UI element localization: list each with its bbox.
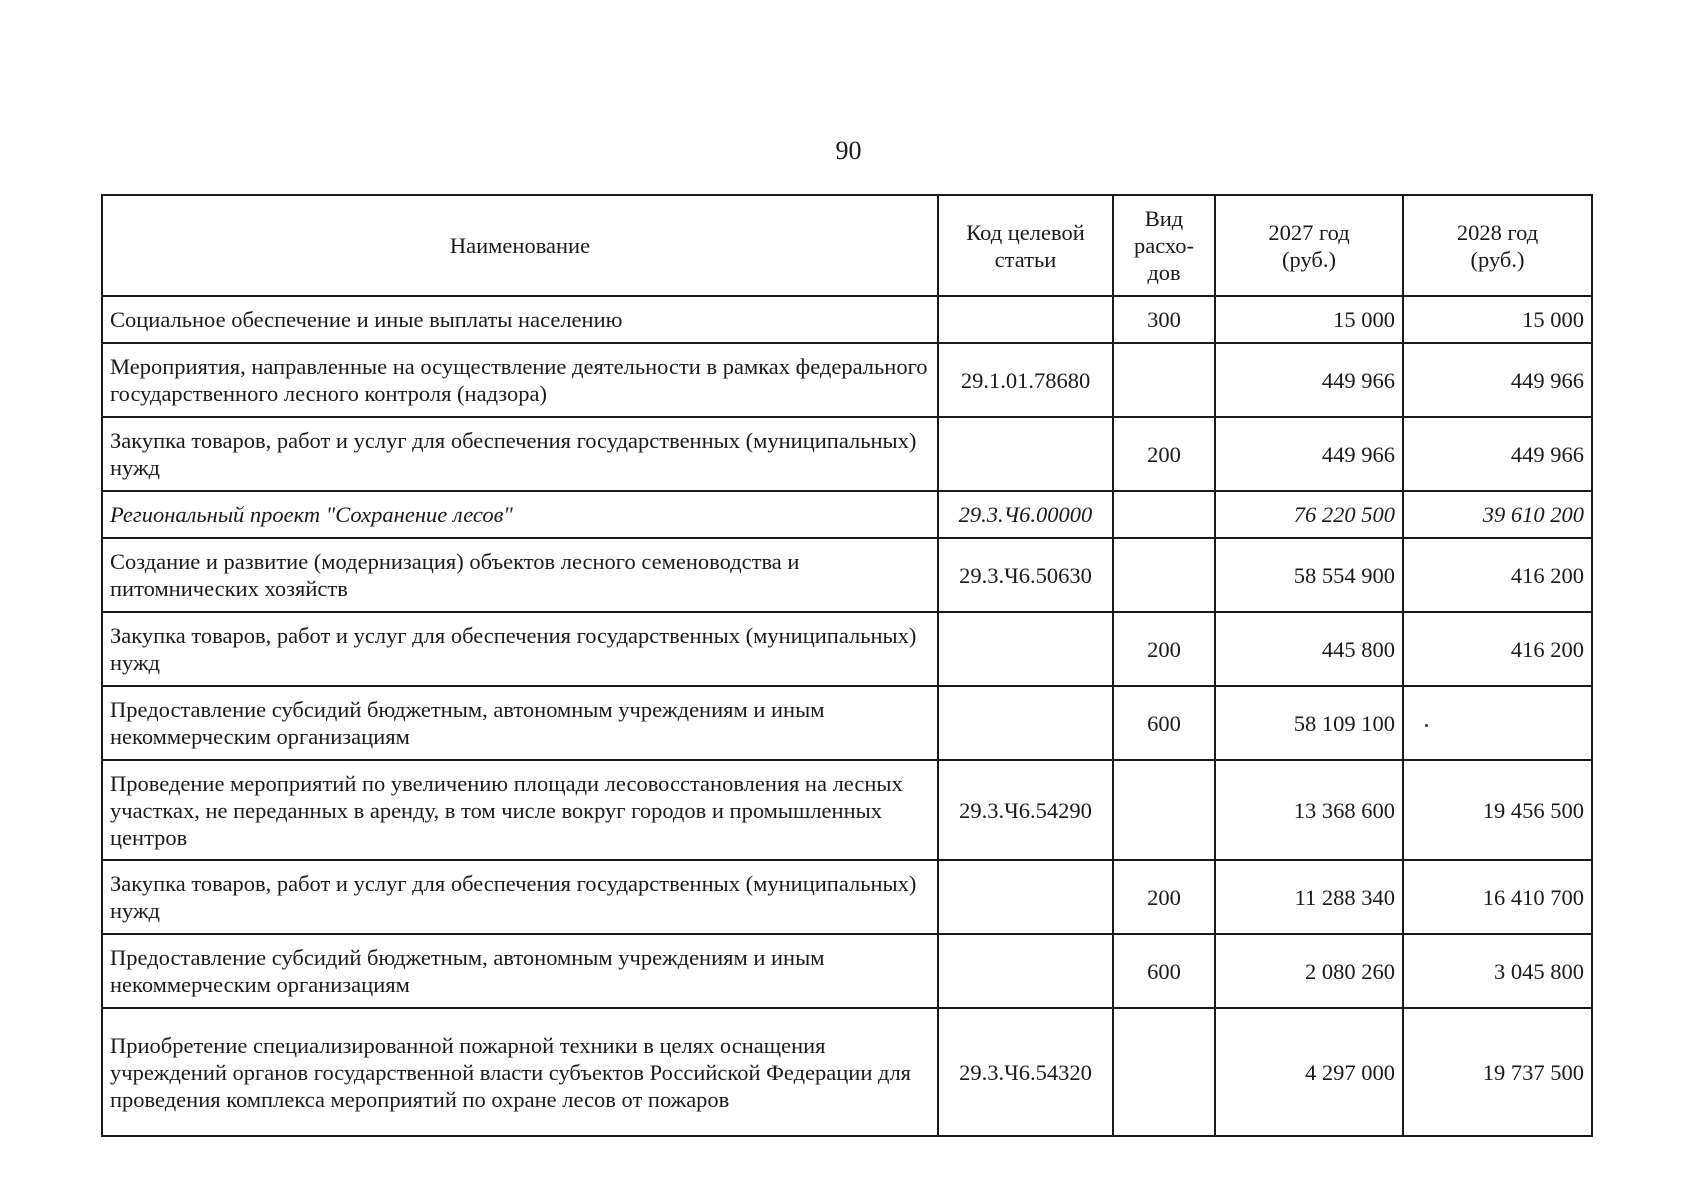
row-name: Закупка товаров, работ и услуг для обеспечения государственных (муниципальных) нужд bbox=[102, 417, 938, 491]
row-2028: 416 200 bbox=[1403, 612, 1592, 686]
table-row bbox=[102, 538, 1592, 612]
table-row bbox=[102, 934, 1592, 1008]
row-type: 600 bbox=[1113, 934, 1215, 1008]
row-code bbox=[938, 686, 1113, 760]
budget-table bbox=[101, 194, 1593, 1137]
row-2028: 16 410 700 bbox=[1403, 860, 1592, 934]
row-2027: 15 000 bbox=[1215, 296, 1403, 343]
row-code bbox=[938, 612, 1113, 686]
row-2027: 13 368 600 bbox=[1215, 760, 1403, 860]
row-type: 200 bbox=[1113, 612, 1215, 686]
row-name: Предоставление субсидий бюджетным, автономным учреждениям и иным некоммерческим организациям bbox=[102, 934, 938, 1008]
row-code bbox=[938, 417, 1113, 491]
table-row bbox=[102, 1008, 1592, 1136]
table-row bbox=[102, 612, 1592, 686]
row-code: 29.3.Ч6.00000 bbox=[938, 491, 1113, 538]
row-2027: 11 288 340 bbox=[1215, 860, 1403, 934]
row-name: Приобретение специализированной пожарной техники в целях оснащения учреждений органов государственной власти субъектов Российской Федерации для проведения комплекса мероприятий по охране лесов от пожаров bbox=[102, 1008, 938, 1136]
row-type bbox=[1113, 343, 1215, 417]
row-2027: 2 080 260 bbox=[1215, 934, 1403, 1008]
row-2027: 4 297 000 bbox=[1215, 1008, 1403, 1136]
row-2028: 449 966 bbox=[1403, 417, 1592, 491]
row-type: 600 bbox=[1113, 686, 1215, 760]
table-row bbox=[102, 760, 1592, 860]
stray-dot-mark bbox=[1425, 724, 1428, 727]
row-type bbox=[1113, 760, 1215, 860]
row-2028 bbox=[1403, 686, 1592, 760]
header-name: Наименование bbox=[102, 195, 938, 296]
row-2027: 58 554 900 bbox=[1215, 538, 1403, 612]
row-code bbox=[938, 296, 1113, 343]
row-name: Проведение мероприятий по увеличению площади лесовосстановления на лесных участках, не переданных в аренду, в том числе вокруг городов и промышленных центров bbox=[102, 760, 938, 860]
table-row bbox=[102, 686, 1592, 760]
table-header-row bbox=[102, 195, 1592, 296]
row-code bbox=[938, 860, 1113, 934]
row-name: Региональный проект "Сохранение лесов" bbox=[102, 491, 938, 538]
row-code: 29.3.Ч6.54320 bbox=[938, 1008, 1113, 1136]
row-2028: 39 610 200 bbox=[1403, 491, 1592, 538]
row-code bbox=[938, 934, 1113, 1008]
header-2027: 2027 год (руб.) bbox=[1215, 195, 1403, 296]
row-type bbox=[1113, 491, 1215, 538]
row-type bbox=[1113, 1008, 1215, 1136]
row-name: Закупка товаров, работ и услуг для обеспечения государственных (муниципальных) нужд bbox=[102, 612, 938, 686]
row-2028: 3 045 800 bbox=[1403, 934, 1592, 1008]
page-number: 90 bbox=[835, 136, 862, 165]
row-2027: 449 966 bbox=[1215, 417, 1403, 491]
table-row bbox=[102, 417, 1592, 491]
header-type: Вид расхо- дов bbox=[1113, 195, 1215, 296]
row-name: Предоставление субсидий бюджетным, автономным учреждениям и иным некоммерческим организациям bbox=[102, 686, 938, 760]
row-type: 300 bbox=[1113, 296, 1215, 343]
header-2028: 2028 год (руб.) bbox=[1403, 195, 1592, 296]
table-row bbox=[102, 296, 1592, 343]
row-2028: 19 737 500 bbox=[1403, 1008, 1592, 1136]
header-code: Код целевой статьи bbox=[938, 195, 1113, 296]
row-2027: 449 966 bbox=[1215, 343, 1403, 417]
row-code: 29.3.Ч6.54290 bbox=[938, 760, 1113, 860]
table-row bbox=[102, 860, 1592, 934]
table-row-project bbox=[102, 491, 1592, 538]
row-2028: 19 456 500 bbox=[1403, 760, 1592, 860]
row-2027: 445 800 bbox=[1215, 612, 1403, 686]
row-name: Мероприятия, направленные на осуществление деятельности в рамках федерального государственного лесного контроля (надзора) bbox=[102, 343, 938, 417]
row-2028: 449 966 bbox=[1403, 343, 1592, 417]
row-type bbox=[1113, 538, 1215, 612]
table-row bbox=[102, 343, 1592, 417]
row-code: 29.1.01.78680 bbox=[938, 343, 1113, 417]
row-2028: 15 000 bbox=[1403, 296, 1592, 343]
row-2028: 416 200 bbox=[1403, 538, 1592, 612]
row-name: Закупка товаров, работ и услуг для обеспечения государственных (муниципальных) нужд bbox=[102, 860, 938, 934]
row-name: Социальное обеспечение и иные выплаты населению bbox=[102, 296, 938, 343]
row-2027: 58 109 100 bbox=[1215, 686, 1403, 760]
row-code: 29.3.Ч6.50630 bbox=[938, 538, 1113, 612]
row-name: Создание и развитие (модернизация) объектов лесного семеноводства и питомнических хозяйств bbox=[102, 538, 938, 612]
row-type: 200 bbox=[1113, 417, 1215, 491]
row-type: 200 bbox=[1113, 860, 1215, 934]
row-2027: 76 220 500 bbox=[1215, 491, 1403, 538]
